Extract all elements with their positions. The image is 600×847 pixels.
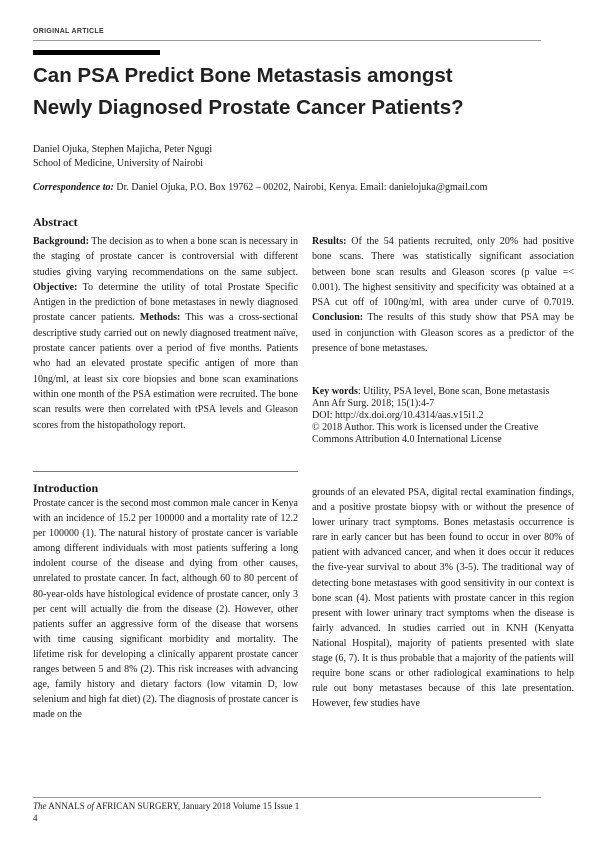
article-title — [33, 60, 563, 124]
author-affiliation: School of Medicine, University of Nairobi — [33, 158, 203, 169]
conclusion-label: Conclusion: — [312, 312, 364, 324]
title-line-1: Can PSA Predict Bone Metastasis amongst — [33, 64, 453, 87]
abstract-left-column — [33, 234, 298, 433]
methods-label: Methods: — [139, 312, 181, 324]
background-label: Background: — [33, 236, 89, 247]
abstract-heading: Abstract — [33, 215, 78, 229]
footer-of: of — [87, 801, 95, 811]
footer-the: The — [33, 801, 47, 811]
header-rule — [33, 40, 541, 41]
methods-text: This was a cross-sectional descriptive study carried out on newly diagnosed treatment naïve, prostate cancer patients over a period of five months. Patients who had an elevated prostate specific antigen of more than 10ng/ml, at least six core biopsies and bone scan examinations within one month of the PSA estimation were recruited. The bone scan results were then correlated with tPSA levels and Gleason scores from the histopathology report. — [33, 312, 299, 431]
footer-journal: AFRICAN SURGERY, January 2018 Volume 15 Issue 1 — [94, 801, 300, 811]
results-label: Results: — [312, 236, 347, 247]
title-line-2: Newly Diagnosed Prostate Cancer Patients? — [33, 96, 464, 119]
keywords-line — [312, 386, 574, 398]
objective-label: Objective: — [33, 281, 78, 293]
author-block — [33, 143, 212, 171]
background-text: The decision as to when a bone scan is necessary in the staging of prostate cancer is controversial with different studies giving varying recommendations on the same subject. — [33, 236, 298, 278]
keywords-label: Key words — [312, 386, 358, 397]
keywords-block — [312, 386, 574, 446]
abstract-divider — [33, 471, 298, 472]
conclusion-text: The results of this study show that PSA may be used in conjunction with Gleason scores as a predictor of the presence of bone metastases. — [312, 312, 574, 355]
introduction-right-column: grounds of an elevated PSA, digital rectal examination findings, and a positive prostate biopsy with or without the presence of lower urinary tract symptoms. Bones metastasis occurrence is rare in early cancer but has been found to occur in over 80% of patient with advanced cancer, and when it does occur it reduces the five-year survival to about 3% (3-5). The traditional way of detecting bone metastases with good sensitivity in our context is bone scan (4). Most patients with prostate cancer in this region present with lower urinary tract symptoms when the disease is fairly advanced. In studies carried out in KNH (Kenyatta National Hospital), majority of patients presented with slate stage (6, 7). It is thus probable that a majority of the patients will require bone scans or other radiological examinations to help rule out bony metastases because of this late presentation. However, few studies have — [312, 487, 574, 710]
abstract-right-column — [312, 234, 574, 356]
results-text: Of the 54 patients recruited, only 20% had positive bone scans. There was statistically significant association between bone scan results and Gleason scores (p value =< 0.001). The highest sensitivity and specificity was obtained at a PSA cut off of 100ng/ml, with area under curve of 0.7019. — [312, 236, 574, 309]
title-accent-bar — [33, 50, 160, 55]
citation: Ann Afr Surg. 2018; 15(1):4-7 — [312, 398, 435, 409]
footer-rule — [33, 797, 541, 798]
correspondence-line — [33, 181, 487, 195]
journal-line — [33, 800, 299, 812]
author-names: Daniel Ojuka, Stephen Majicha, Peter Ngugi — [33, 144, 213, 155]
page-footer — [33, 800, 299, 824]
doi-link[interactable]: DOI: http://dx.doi.org/10.4314/aas.v15i1.2 — [312, 410, 484, 421]
introduction-left-column: Prostate cancer is the second most common male cancer in Kenya with an incidence of 15.2 per 100000 and a mortality rate of 12.2 per 100000 (1). The natural history of prostate cancer is variable among different individuals with most patients suffering a long indolent course of the disease and dying from other causes, unrelated to prostate cancer. In fact, although 60 to 80 percent of 80-year-olds have histological evidence of prostate cancer, only 3 per cent will actually die from the disease (2). However, other patients suffer an aggressive form of the disease that worsens with time causing significant morbidity and mortality. The lifetime risk for developing a clinically apparent prostate cancer ranges between 5 and 8% (2). This risk increases with advancing age, family history and dietary factors (low vitamin D, low selenium and high fat diet) (2). The diagnosis of prostate cancer is made on the — [33, 498, 298, 721]
footer-annals: ANNALS — [46, 801, 88, 811]
correspondence-label: Correspondence to: — [33, 182, 114, 193]
article-type-label: ORIGINAL ARTICLE — [33, 28, 104, 35]
objective-text: To determine the utility of total Prostate Specific Antigen in the prediction of bone metastases in newly diagnosed prostate cancer patients. — [33, 281, 298, 324]
license-note: © 2018 Author. This work is licensed under the Creative Commons Attribution 4.0 International License — [312, 422, 539, 445]
page-number: 4 — [33, 813, 38, 823]
correspondence-text: Dr. Daniel Ojuka, P.O. Box 19762 – 00202, Nairobi, Kenya. Email: danielojuka@gmail.com — [113, 182, 488, 193]
keywords-text: : Utility, PSA level, Bone scan, Bone metastasis — [357, 386, 550, 397]
introduction-heading: Introduction — [33, 481, 99, 495]
